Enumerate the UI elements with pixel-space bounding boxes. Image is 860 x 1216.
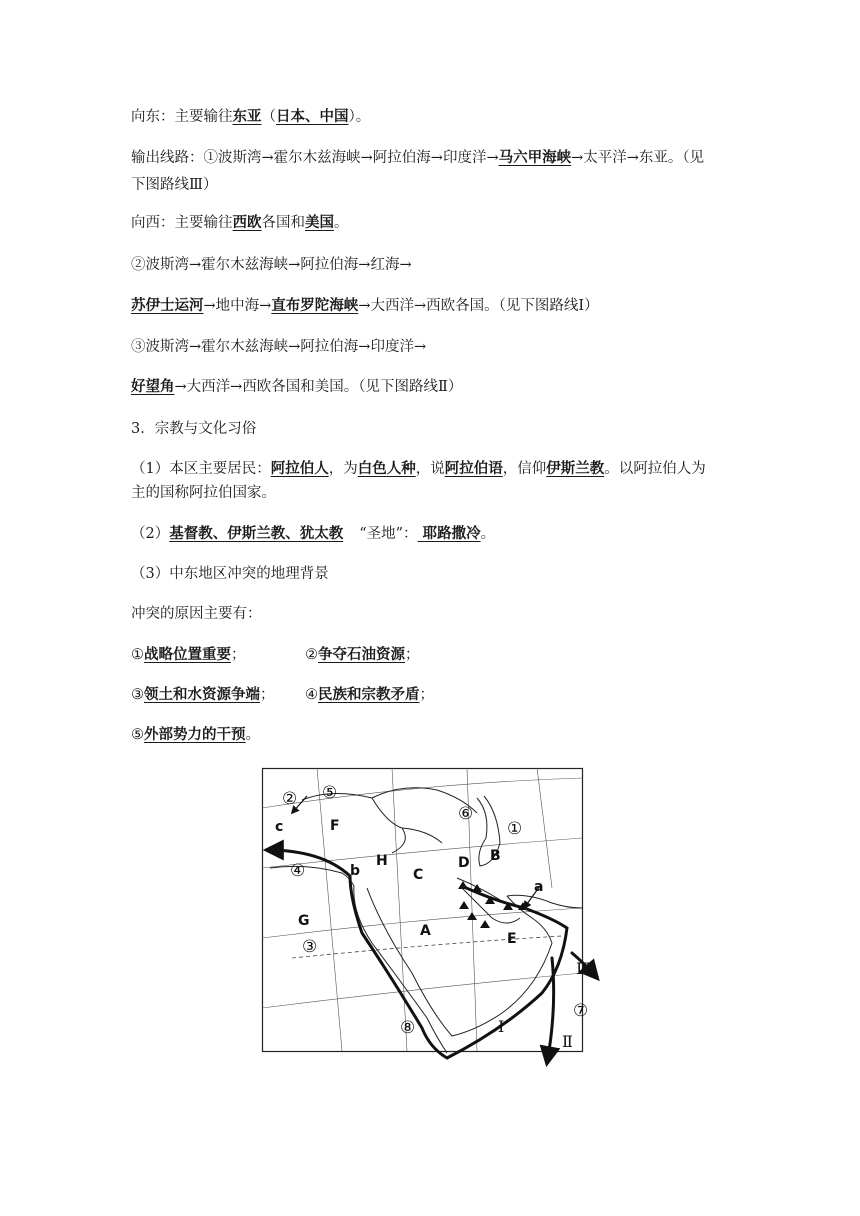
export-west [131, 212, 349, 234]
text: ⑤ [131, 727, 144, 743]
label-c: c [275, 819, 284, 835]
answer-usa: 美国 [305, 214, 334, 231]
text: 主的国称阿拉伯国家。 [131, 485, 276, 501]
text: ； [260, 687, 275, 703]
text: ③波斯湾→霍尔木兹海峡→阿拉伯海→印度洋→ [131, 339, 427, 355]
answer-religions: 基督教、伊斯兰教、犹太教 [169, 525, 344, 542]
causes-row-1 [131, 644, 246, 666]
label-a: a [534, 879, 544, 895]
text: “圣地”： [359, 526, 418, 542]
label-E: E [507, 931, 517, 947]
text: 。 [480, 526, 496, 542]
causes-row-2b [305, 684, 434, 706]
answer-japan-china: 日本、中国 [276, 108, 349, 125]
text: 向西：主要输往 [131, 215, 233, 231]
text: （1）本区主要居民： [131, 461, 271, 477]
text: 各国和 [261, 215, 305, 231]
label-route-2: Ⅱ [562, 1032, 573, 1051]
route-two-cont [131, 295, 599, 317]
causes-intro [131, 603, 262, 625]
text: ； [419, 687, 434, 703]
text: 向东：主要输往 [131, 109, 233, 125]
text: 3．宗教与文化习俗 [131, 421, 257, 437]
label-b: b [350, 863, 361, 879]
answer-jerusalem: 耶路撒冷 [417, 525, 481, 542]
label-5: ⑤ [322, 783, 338, 803]
text: 。 [334, 215, 349, 231]
answer-islam: 伊斯兰教 [546, 460, 605, 477]
text: ，说 [415, 461, 445, 477]
label-C: C [413, 867, 424, 883]
label-G: G [298, 913, 310, 929]
route-one-cont [131, 174, 217, 196]
route-three-cont [131, 376, 462, 398]
answer-western-europe: 西欧 [232, 214, 262, 231]
text: ； [405, 647, 420, 663]
text: →地中海→ [203, 298, 272, 314]
text: ）。 [348, 109, 371, 125]
text: →大西洋→西欧各国和美国。（见下图路线Ⅱ） [174, 379, 463, 395]
route-two [131, 254, 412, 276]
map-frame [263, 769, 583, 1052]
label-D: D [458, 855, 470, 871]
text: 输出线路：①波斯湾→霍尔木兹海峡→阿拉伯海→印度洋→ [131, 150, 499, 166]
text: 。 [245, 727, 260, 743]
answer-cause-4: 民族和宗教矛盾 [318, 686, 420, 703]
answer-cause-2: 争夺石油资源 [318, 646, 405, 663]
label-B: B [490, 848, 501, 864]
causes-row-3 [131, 724, 260, 746]
item-one [131, 458, 706, 480]
answer-suez: 苏伊士运河 [131, 297, 204, 314]
text: （3）中东地区冲突的地理背景 [131, 566, 329, 582]
answer-cape: 好望角 [131, 378, 175, 395]
answer-cause-1: 战略位置重要 [144, 646, 231, 663]
text: ① [131, 647, 144, 663]
text: 下图路线Ⅲ） [131, 177, 218, 193]
answer-cause-3: 领土和水资源争端 [144, 686, 260, 703]
answer-east-asia: 东亚 [232, 108, 262, 125]
causes-row-2 [131, 684, 275, 706]
label-8: ⑧ [400, 1018, 416, 1038]
text: ③ [131, 687, 144, 703]
text: →大西洋→西欧各国。（见下图路线Ⅰ） [358, 298, 599, 314]
answer-arabs: 阿拉伯人 [270, 460, 329, 477]
text: →太平洋→东亚。（见 [571, 150, 705, 166]
text: （ [261, 109, 276, 125]
map-svg [262, 768, 592, 1068]
label-A: A [420, 923, 431, 939]
label-2: ② [282, 789, 298, 809]
section-title [131, 418, 256, 440]
text: ，为 [328, 461, 358, 477]
text: ② [305, 647, 318, 663]
export-east [131, 106, 370, 128]
answer-malacca: 马六甲海峡 [498, 149, 572, 166]
text: ②波斯湾→霍尔木兹海峡→阿拉伯海→红海→ [131, 257, 412, 273]
label-4: ④ [290, 861, 306, 881]
answer-gibraltar: 直布罗陀海峡 [271, 297, 359, 314]
answer-white-race: 白色人种 [357, 460, 416, 477]
text: ，信仰 [502, 461, 547, 477]
answer-arabic: 阿拉伯语 [444, 460, 503, 477]
label-H: H [376, 853, 388, 869]
route-one [131, 147, 704, 169]
text: 。以阿拉伯人为 [604, 461, 706, 477]
label-route-3: Ⅲ [576, 959, 592, 978]
label-7: ⑦ [573, 1001, 589, 1021]
route-three [131, 336, 426, 358]
text: （2） [131, 526, 170, 542]
label-1: ① [507, 819, 523, 839]
middle-east-map [262, 768, 592, 1068]
label-6: ⑥ [458, 804, 474, 824]
answer-cause-5: 外部势力的干预 [144, 726, 246, 743]
text: ④ [305, 687, 318, 703]
causes-row-1b [305, 644, 420, 666]
text: 冲突的原因主要有： [131, 606, 262, 622]
text: ； [231, 647, 246, 663]
item-one-cont [131, 482, 276, 504]
label-F: F [330, 818, 340, 834]
label-3: ③ [302, 937, 318, 957]
item-two [131, 523, 495, 545]
item-three [131, 563, 329, 585]
label-route-1: Ⅰ [498, 1017, 505, 1036]
